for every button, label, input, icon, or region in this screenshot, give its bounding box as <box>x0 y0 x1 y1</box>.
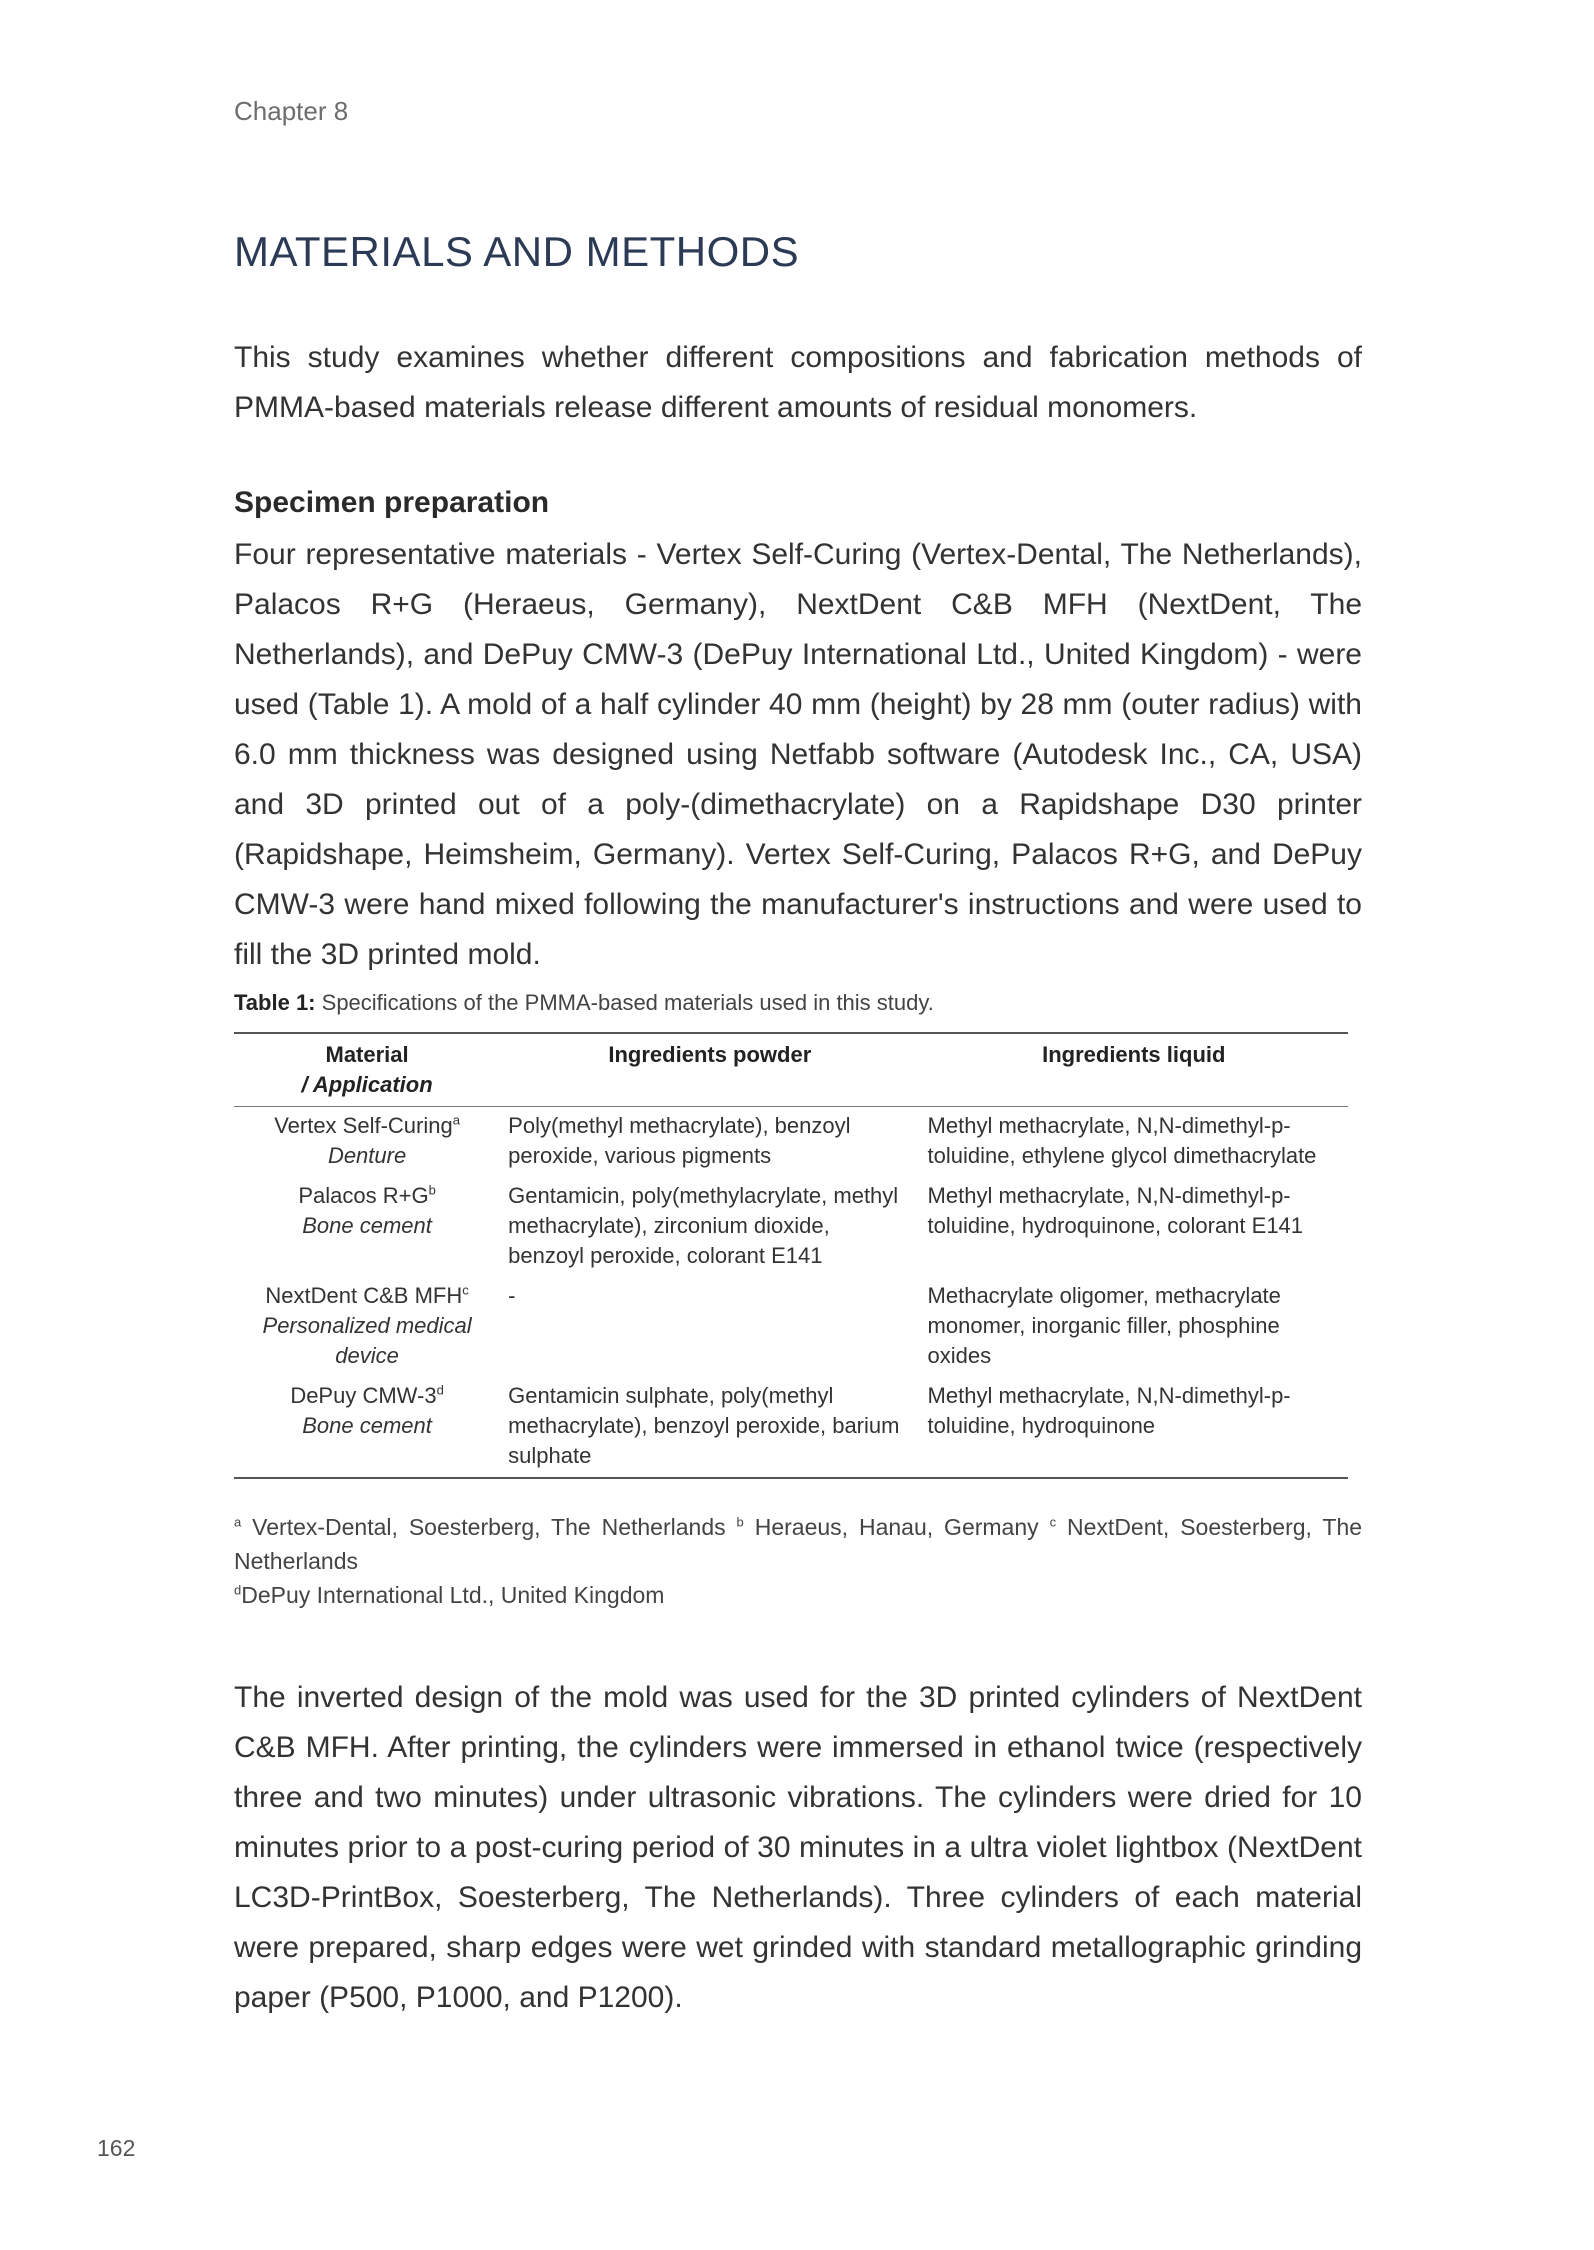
table-row <box>234 1177 1348 1277</box>
intro-paragraph: This study examines whether different compositions and fabrication methods of PMMA-based materials release different amounts of residual monomers. <box>234 341 1362 424</box>
material-sup: a <box>452 1112 460 1128</box>
table-caption-text: Specifications of the PMMA-based materials used in this study. <box>321 990 934 1015</box>
specimen-paragraph: Four representative materials - Vertex Self-Curing (Vertex-Dental, The Netherlands), Palacos R+G (Heraeus, Germany), NextDent C&B MFH (NextDent, The Netherlands), and DePuy CMW-3 (DePuy International Ltd., United Kingdom) - were used (Table 1). A mold of a half cylinder 40 mm (height) by 28 mm (outer radius) with 6.0 mm thickness was designed using Netfabb software (Autodesk Inc., CA, USA) and 3D printed out of a poly-(dimethacrylate) on a Rapidshape D30 printer (Rapidshape, Heimsheim, Germany). Vertex Self-Curing, Palacos R+G, and DePuy CMW-3 were hand mixed following the manufacturer's instructions and were used to fill the 3D printed mold. <box>234 538 1362 971</box>
table-header-row <box>234 1033 1348 1107</box>
material-sup: c <box>462 1282 469 1298</box>
footnote-text: Vertex-Dental, Soesterberg, The Netherlands <box>252 1514 726 1540</box>
footnote-text: Heraeus, Hanau, Germany <box>754 1514 1039 1540</box>
table-row <box>234 1277 1348 1377</box>
footnote-mark: c <box>1049 1514 1057 1530</box>
materials-table <box>234 1032 1348 1479</box>
material-name: Palacos R+G <box>298 1183 429 1208</box>
cell-liquid: Methyl methacrylate, N,N-dimethyl-p-toluidine, hydroquinone, colorant E141 <box>927 1183 1304 1238</box>
page-number: 162 <box>97 2135 136 2161</box>
mold-paragraph: The inverted design of the mold was used for the 3D printed cylinders of NextDent C&B MFH. After printing, the cylinders were immersed in ethanol twice (respectively three and two minutes) under ultrasonic vibrations. The cylinders were dried for 10 minutes prior to a post-curing period of 30 minutes in a ultra violet lightbox (NextDent LC3D-PrintBox, Soesterberg, The Netherlands). Three cylinders of each material were prepared, sharp edges were wet grinded with standard metallographic grinding paper (P500, P1000, and P1200). <box>234 1681 1362 2014</box>
header-material <box>234 1033 500 1107</box>
footnote-text: DePuy International Ltd., United Kingdom <box>241 1582 665 1608</box>
cell-powder: - <box>508 1283 516 1308</box>
footnote-text: NextDent, Soesterberg, The Netherlands <box>234 1514 1363 1574</box>
table-caption-label: Table 1: <box>234 990 316 1015</box>
cell-powder: Gentamicin, poly(methylacrylate, methyl methacrylate), zirconium dioxide, benzoyl peroxide, colorant E141 <box>508 1183 899 1268</box>
material-application: Bone cement <box>302 1213 432 1238</box>
cell-liquid: Methyl methacrylate, N,N-dimethyl-p-toluidine, hydroquinone <box>927 1383 1291 1438</box>
table-row <box>234 1377 1348 1478</box>
material-sup: b <box>428 1182 436 1198</box>
table-caption <box>234 990 934 1016</box>
cell-powder: Gentamicin sulphate, poly(methyl methacrylate), benzoyl peroxide, barium sulphate <box>508 1383 900 1468</box>
material-name: NextDent C&B MFH <box>265 1283 463 1308</box>
cell-liquid: Methyl methacrylate, N,N-dimethyl-p-toluidine, ethylene glycol dimethacrylate <box>927 1113 1317 1168</box>
cell-liquid: Methacrylate oligomer, methacrylate monomer, inorganic filler, phosphine oxides <box>927 1283 1281 1368</box>
cell-powder: Poly(methyl methacrylate), benzoyl peroxide, various pigments <box>508 1113 851 1168</box>
material-name: Vertex Self-Curing <box>274 1113 453 1138</box>
header-powder: Ingredients powder <box>608 1042 812 1067</box>
chapter-header: Chapter 8 <box>234 96 349 126</box>
table-footnote <box>234 1578 1362 1612</box>
section-title: MATERIALS AND METHODS <box>234 228 800 275</box>
footnote-mark: d <box>234 1582 242 1598</box>
table-footnote <box>234 1510 1362 1578</box>
cell-material <box>234 1107 500 1178</box>
cell-material <box>234 1377 500 1478</box>
material-name: DePuy CMW-3 <box>290 1383 437 1408</box>
header-material-label: Material <box>325 1042 409 1067</box>
subsection-heading: Specimen preparation <box>234 486 550 519</box>
footnote-mark: b <box>736 1514 744 1530</box>
cell-material <box>234 1177 500 1277</box>
header-application-label: / Application <box>301 1072 433 1097</box>
footnote-mark: a <box>234 1514 242 1530</box>
material-application: Denture <box>327 1143 407 1168</box>
header-liquid: Ingredients liquid <box>1042 1042 1226 1067</box>
cell-material <box>234 1277 500 1377</box>
material-application: Bone cement <box>302 1413 432 1438</box>
material-sup: d <box>436 1382 444 1398</box>
material-application: Personalized medical device <box>262 1313 472 1368</box>
table-row <box>234 1107 1348 1178</box>
